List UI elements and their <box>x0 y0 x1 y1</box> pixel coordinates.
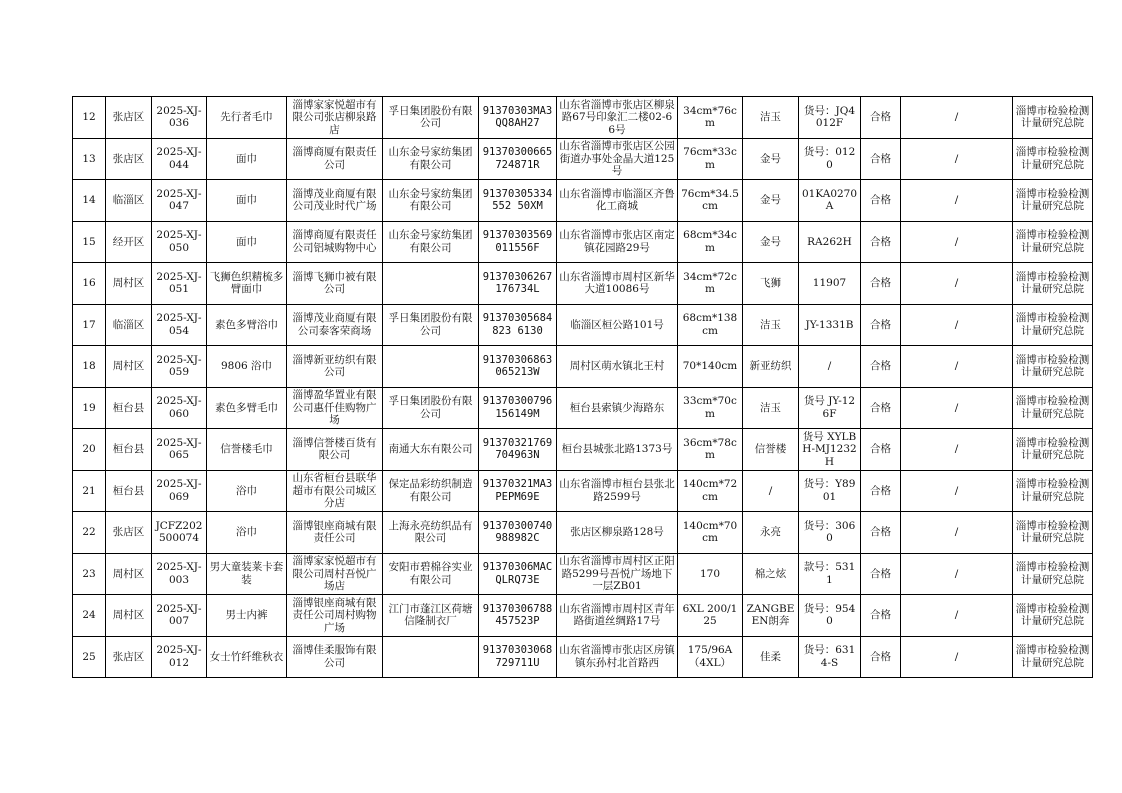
table-row <box>73 346 1093 388</box>
brand-cell: 金号 <box>743 180 799 222</box>
row-number: 20 <box>73 429 106 471</box>
batch-cell: 11907 <box>799 263 861 305</box>
district-cell: 经开区 <box>106 221 152 263</box>
row-number: 13 <box>73 138 106 180</box>
result-cell: 合格 <box>861 138 901 180</box>
product-name-cell: 浴巾 <box>207 512 287 554</box>
product-name-cell: 信誉楼毛巾 <box>207 429 287 471</box>
batch-cell: / <box>799 346 861 388</box>
address-cell: 山东省淄博市张店区南定镇花园路29号 <box>557 221 678 263</box>
product-name-cell: 面巾 <box>207 180 287 222</box>
result-cell: 合格 <box>861 470 901 512</box>
sample-code-cell: 2025-XJ-003 <box>152 553 207 595</box>
seller-cell: 淄博信誉楼百货有限公司 <box>287 429 383 471</box>
credit-code-cell: 91370300740988982C <box>479 512 557 554</box>
inspection-org-cell: 淄博市检验检测计量研究总院 <box>1013 553 1093 595</box>
brand-cell: 新亚纺织 <box>743 346 799 388</box>
result-cell: 合格 <box>861 512 901 554</box>
manufacturer-cell: 安阳市碧棉谷实业有限公司 <box>383 553 479 595</box>
seller-cell: 淄博家家悦超市有限公司周村吾悦广场店 <box>287 553 383 595</box>
seller-cell: 淄博茂业商厦有限公司泰客荣商场 <box>287 304 383 346</box>
credit-code-cell: 91370305684823 6130 <box>479 304 557 346</box>
address-cell: 山东省淄博市张店区房镇镇东孙村北首路西 <box>557 636 678 678</box>
sample-code-cell: 2025-XJ-065 <box>152 429 207 471</box>
note-cell: / <box>901 470 1013 512</box>
inspection-org-cell: 淄博市检验检测计量研究总院 <box>1013 387 1093 429</box>
inspection-org-cell: 淄博市检验检测计量研究总院 <box>1013 636 1093 678</box>
table-row <box>73 429 1093 471</box>
brand-cell: ZANGBEEN朗奔 <box>743 595 799 637</box>
credit-code-cell: 91370321769704963N <box>479 429 557 471</box>
brand-cell: / <box>743 470 799 512</box>
address-cell: 山东省淄博市张店区柳泉路67号印象汇二楼02-66号 <box>557 97 678 139</box>
address-cell: 山东省淄博市张店区公园街道办事处金晶大道125号 <box>557 138 678 180</box>
note-cell: / <box>901 595 1013 637</box>
row-number: 18 <box>73 346 106 388</box>
inspection-org-cell: 淄博市检验检测计量研究总院 <box>1013 595 1093 637</box>
district-cell: 桓台县 <box>106 429 152 471</box>
seller-cell: 淄博飞狮巾被有限公司 <box>287 263 383 305</box>
spec-cell: 170 <box>678 553 743 595</box>
seller-cell: 淄博盈华置业有限公司惠仟佳购物广场 <box>287 387 383 429</box>
row-number: 19 <box>73 387 106 429</box>
credit-code-cell: 91370303569011556F <box>479 221 557 263</box>
note-cell: / <box>901 346 1013 388</box>
table-row <box>73 180 1093 222</box>
note-cell: / <box>901 97 1013 139</box>
batch-cell: 货号：JQ4012F <box>799 97 861 139</box>
result-cell: 合格 <box>861 304 901 346</box>
district-cell: 周村区 <box>106 595 152 637</box>
brand-cell: 飞狮 <box>743 263 799 305</box>
product-name-cell: 飞狮色织精梳多臂面巾 <box>207 263 287 305</box>
sample-code-cell: 2025-XJ-036 <box>152 97 207 139</box>
batch-cell: 货号 XYLBH-MJ1232H <box>799 429 861 471</box>
product-name-cell: 9806 浴巾 <box>207 346 287 388</box>
spec-cell: 70*140cm <box>678 346 743 388</box>
table-row <box>73 512 1093 554</box>
sample-code-cell: 2025-XJ-054 <box>152 304 207 346</box>
row-number: 23 <box>73 553 106 595</box>
spec-cell: 140cm*70cm <box>678 512 743 554</box>
address-cell: 山东省淄博市临淄区齐鲁化工商城 <box>557 180 678 222</box>
table-body <box>73 97 1093 678</box>
seller-cell: 淄博新亚纺织有限公司 <box>287 346 383 388</box>
district-cell: 周村区 <box>106 263 152 305</box>
seller-cell: 淄博银座商城有限责任公司 <box>287 512 383 554</box>
result-cell: 合格 <box>861 595 901 637</box>
sample-code-cell: 2025-XJ-047 <box>152 180 207 222</box>
brand-cell: 信誉楼 <box>743 429 799 471</box>
manufacturer-cell <box>383 346 479 388</box>
brand-cell: 金号 <box>743 138 799 180</box>
table-row <box>73 636 1093 678</box>
seller-cell: 山东省桓台县联华超市有限公司城区分店 <box>287 470 383 512</box>
note-cell: / <box>901 304 1013 346</box>
inspection-org-cell: 淄博市检验检测计量研究总院 <box>1013 346 1093 388</box>
inspection-org-cell: 淄博市检验检测计量研究总院 <box>1013 263 1093 305</box>
district-cell: 桓台县 <box>106 387 152 429</box>
row-number: 14 <box>73 180 106 222</box>
manufacturer-cell: 山东金号家纺集团有限公司 <box>383 180 479 222</box>
manufacturer-cell: 山东金号家纺集团有限公司 <box>383 138 479 180</box>
note-cell: / <box>901 553 1013 595</box>
row-number: 25 <box>73 636 106 678</box>
manufacturer-cell: 孚日集团股份有限公司 <box>383 304 479 346</box>
manufacturer-cell: 保定品彩纺织制造有限公司 <box>383 470 479 512</box>
address-cell: 山东省淄博市周村区青年路街道丝绸路17号 <box>557 595 678 637</box>
seller-cell: 淄博佳柔服饰有限公司 <box>287 636 383 678</box>
address-cell: 桓台县城张北路1373号 <box>557 429 678 471</box>
batch-cell: 01KA0270A <box>799 180 861 222</box>
sample-code-cell: JCFZ202500074 <box>152 512 207 554</box>
manufacturer-cell: 江门市蓬江区荷塘信隆制衣厂 <box>383 595 479 637</box>
product-name-cell: 素色多臂毛巾 <box>207 387 287 429</box>
note-cell: / <box>901 429 1013 471</box>
credit-code-cell: 91370303068729711U <box>479 636 557 678</box>
credit-code-cell: 91370305334552 50XM <box>479 180 557 222</box>
table-row <box>73 263 1093 305</box>
spec-cell: 68cm*34cm <box>678 221 743 263</box>
seller-cell: 淄博家家悦超市有限公司张店柳泉路店 <box>287 97 383 139</box>
spec-cell: 68cm*138cm <box>678 304 743 346</box>
brand-cell: 洁玉 <box>743 304 799 346</box>
batch-cell: 货号 JY-126F <box>799 387 861 429</box>
product-name-cell: 面巾 <box>207 138 287 180</box>
district-cell: 张店区 <box>106 512 152 554</box>
batch-cell: JY-1331B <box>799 304 861 346</box>
district-cell: 临淄区 <box>106 180 152 222</box>
address-cell: 周村区萌水镇北王村 <box>557 346 678 388</box>
batch-cell: 货号：9540 <box>799 595 861 637</box>
credit-code-cell: 91370300665724871R <box>479 138 557 180</box>
seller-cell: 淄博茂业商厦有限公司茂业时代广场 <box>287 180 383 222</box>
inspection-org-cell: 淄博市检验检测计量研究总院 <box>1013 221 1093 263</box>
batch-cell: 货号：3060 <box>799 512 861 554</box>
product-name-cell: 女士竹纤维秋衣 <box>207 636 287 678</box>
manufacturer-cell: 南通大东有限公司 <box>383 429 479 471</box>
note-cell: / <box>901 387 1013 429</box>
credit-code-cell: 91370306MACQLRQ73E <box>479 553 557 595</box>
result-cell: 合格 <box>861 263 901 305</box>
brand-cell: 金号 <box>743 221 799 263</box>
address-cell: 山东省淄博市周村区新华大道10086号 <box>557 263 678 305</box>
manufacturer-cell: 上海永亮纺织品有限公司 <box>383 512 479 554</box>
seller-cell: 淄博银座商城有限责任公司周村购物广场 <box>287 595 383 637</box>
product-name-cell: 素色多臂浴巾 <box>207 304 287 346</box>
row-number: 15 <box>73 221 106 263</box>
result-cell: 合格 <box>861 180 901 222</box>
result-cell: 合格 <box>861 429 901 471</box>
address-cell: 桓台县索镇少海路东 <box>557 387 678 429</box>
product-name-cell: 男士内裤 <box>207 595 287 637</box>
address-cell: 山东省淄博市周村区正阳路5299号吾悦广场地下一层ZB01 <box>557 553 678 595</box>
spec-cell: 33cm*70cm <box>678 387 743 429</box>
spec-cell: 34cm*76cm <box>678 97 743 139</box>
row-number: 16 <box>73 263 106 305</box>
row-number: 12 <box>73 97 106 139</box>
sample-code-cell: 2025-XJ-051 <box>152 263 207 305</box>
manufacturer-cell <box>383 263 479 305</box>
district-cell: 桓台县 <box>106 470 152 512</box>
result-cell: 合格 <box>861 221 901 263</box>
district-cell: 周村区 <box>106 553 152 595</box>
inspection-org-cell: 淄博市检验检测计量研究总院 <box>1013 304 1093 346</box>
spec-cell: 175/96A（4XL） <box>678 636 743 678</box>
manufacturer-cell: 孚日集团股份有限公司 <box>383 97 479 139</box>
batch-cell: 货号：6314-S <box>799 636 861 678</box>
table-row <box>73 221 1093 263</box>
product-name-cell: 面巾 <box>207 221 287 263</box>
note-cell: / <box>901 636 1013 678</box>
district-cell: 临淄区 <box>106 304 152 346</box>
inspection-org-cell: 淄博市检验检测计量研究总院 <box>1013 97 1093 139</box>
note-cell: / <box>901 138 1013 180</box>
inspection-org-cell: 淄博市检验检测计量研究总院 <box>1013 180 1093 222</box>
table-row <box>73 595 1093 637</box>
row-number: 22 <box>73 512 106 554</box>
seller-cell: 淄博商厦有限责任公司 <box>287 138 383 180</box>
sample-code-cell: 2025-XJ-059 <box>152 346 207 388</box>
credit-code-cell: 91370306788457523P <box>479 595 557 637</box>
district-cell: 周村区 <box>106 346 152 388</box>
result-cell: 合格 <box>861 346 901 388</box>
spec-cell: 76cm*33cm <box>678 138 743 180</box>
product-name-cell: 浴巾 <box>207 470 287 512</box>
brand-cell: 永亮 <box>743 512 799 554</box>
credit-code-cell: 91370321MA3PEPM69E <box>479 470 557 512</box>
district-cell: 张店区 <box>106 138 152 180</box>
credit-code-cell: 91370303MA3QQ8AH27 <box>479 97 557 139</box>
district-cell: 张店区 <box>106 97 152 139</box>
row-number: 17 <box>73 304 106 346</box>
table-row <box>73 470 1093 512</box>
inspection-results-table <box>72 96 1093 678</box>
spec-cell: 36cm*78cm <box>678 429 743 471</box>
table-row <box>73 304 1093 346</box>
brand-cell: 洁玉 <box>743 387 799 429</box>
manufacturer-cell: 山东金号家纺集团有限公司 <box>383 221 479 263</box>
district-cell: 张店区 <box>106 636 152 678</box>
note-cell: / <box>901 263 1013 305</box>
sample-code-cell: 2025-XJ-069 <box>152 470 207 512</box>
manufacturer-cell: 孚日集团股份有限公司 <box>383 387 479 429</box>
sample-code-cell: 2025-XJ-060 <box>152 387 207 429</box>
spec-cell: 140cm*72cm <box>678 470 743 512</box>
result-cell: 合格 <box>861 636 901 678</box>
address-cell: 临淄区桓公路101号 <box>557 304 678 346</box>
sample-code-cell: 2025-XJ-012 <box>152 636 207 678</box>
note-cell: / <box>901 180 1013 222</box>
inspection-org-cell: 淄博市检验检测计量研究总院 <box>1013 512 1093 554</box>
brand-cell: 佳柔 <box>743 636 799 678</box>
sample-code-cell: 2025-XJ-044 <box>152 138 207 180</box>
batch-cell: RA262H <box>799 221 861 263</box>
result-cell: 合格 <box>861 387 901 429</box>
sample-code-cell: 2025-XJ-050 <box>152 221 207 263</box>
brand-cell: 洁玉 <box>743 97 799 139</box>
result-cell: 合格 <box>861 553 901 595</box>
table-row <box>73 553 1093 595</box>
inspection-org-cell: 淄博市检验检测计量研究总院 <box>1013 429 1093 471</box>
seller-cell: 淄博商厦有限责任公司铝城购物中心 <box>287 221 383 263</box>
product-name-cell: 男大童装莱卡套装 <box>207 553 287 595</box>
batch-cell: 货号：Y8901 <box>799 470 861 512</box>
spec-cell: 76cm*34.5cm <box>678 180 743 222</box>
credit-code-cell: 91370306863065213W <box>479 346 557 388</box>
table-row <box>73 387 1093 429</box>
product-name-cell: 先行者毛巾 <box>207 97 287 139</box>
note-cell: / <box>901 221 1013 263</box>
batch-cell: 款号：5311 <box>799 553 861 595</box>
credit-code-cell: 91370306267176734L <box>479 263 557 305</box>
inspection-org-cell: 淄博市检验检测计量研究总院 <box>1013 138 1093 180</box>
credit-code-cell: 91370300796156149M <box>479 387 557 429</box>
inspection-org-cell: 淄博市检验检测计量研究总院 <box>1013 470 1093 512</box>
batch-cell: 货号：0120 <box>799 138 861 180</box>
address-cell: 山东省淄博市桓台县张北路2599号 <box>557 470 678 512</box>
sample-code-cell: 2025-XJ-007 <box>152 595 207 637</box>
note-cell: / <box>901 512 1013 554</box>
result-cell: 合格 <box>861 97 901 139</box>
row-number: 21 <box>73 470 106 512</box>
address-cell: 张店区柳泉路128号 <box>557 512 678 554</box>
table-row <box>73 138 1093 180</box>
spec-cell: 6XL 200/125 <box>678 595 743 637</box>
manufacturer-cell <box>383 636 479 678</box>
table-row <box>73 97 1093 139</box>
spec-cell: 34cm*72cm <box>678 263 743 305</box>
row-number: 24 <box>73 595 106 637</box>
brand-cell: 棉之炫 <box>743 553 799 595</box>
